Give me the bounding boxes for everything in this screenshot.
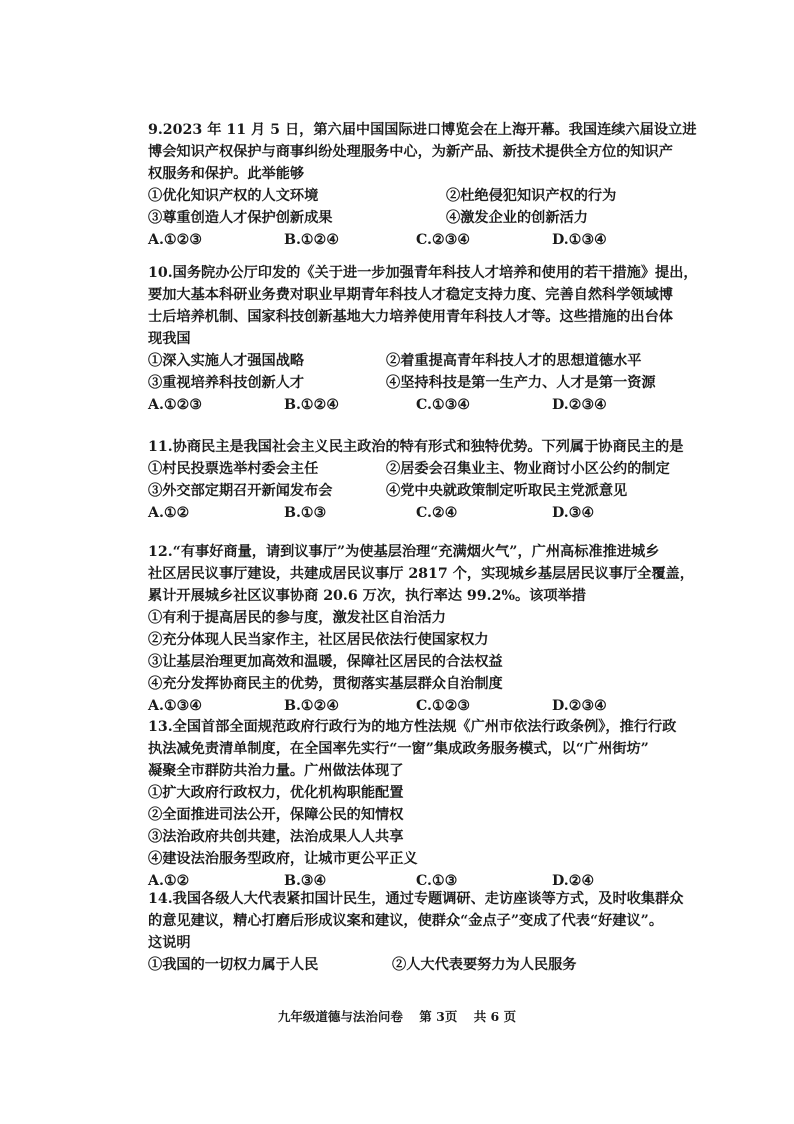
answer-row <box>148 394 728 416</box>
footer-page-number: 第 3页 <box>419 1009 458 1024</box>
question-stem-line: 凝聚全市群防共治力量。广州做法体现了 <box>148 763 404 779</box>
answer-choice-c: C.①②③ <box>416 698 471 714</box>
answer-row <box>148 229 728 251</box>
option-item: ①有利于提高居民的参与度，激发社区自治活力 <box>148 610 446 626</box>
question-10 <box>148 262 728 416</box>
question-stem-line: 的意见建议，精心打磨后形成议案和建议，使群众“金点子”变成了代表“好建议”。 <box>148 913 664 929</box>
option-item: ②居委会召集业主、物业商讨小区公约的制定 <box>386 461 670 477</box>
answer-choice-c: C.①③ <box>416 873 458 889</box>
option-item: ④党中央就政策制定听取民主党派意见 <box>386 483 628 499</box>
answer-row <box>148 695 728 717</box>
question-13 <box>148 716 728 892</box>
option-item: ③让基层治理更加高效和温暖，保障社区居民的合法权益 <box>148 654 503 670</box>
question-stem-line: 现我国 <box>148 331 191 347</box>
option-row <box>148 207 728 229</box>
option-item: ③尊重创造人才保护创新成果 <box>148 210 333 226</box>
option-item: ④坚持科技是第一生产力、人才是第一资源 <box>386 375 656 391</box>
option-item: ③外交部定期召开新闻发布会 <box>148 483 333 499</box>
option-row <box>148 185 728 207</box>
question-12 <box>148 541 728 717</box>
question-stem-line: 要加大基本科研业务费对职业早期青年科技人才稳定支持力度、完善自然科学领域博 <box>148 287 673 303</box>
option-item: ②杜绝侵犯知识产权的行为 <box>446 188 617 204</box>
answer-row <box>148 502 728 524</box>
footer-title: 九年级道德与法治问卷 <box>277 1009 403 1024</box>
question-stem-line: 10.国务院办公厅印发的《关于进一步加强青年科技人才培养和使用的若干措施》提出， <box>148 265 698 281</box>
question-stem-line: 11.协商民主是我国社会主义民主政治的特有形式和独特优势。下列属于协商民主的是 <box>148 439 684 455</box>
option-item: ②充分体现人民当家作主，社区居民依法行使国家权力 <box>148 632 489 648</box>
answer-choice-d: D.①③④ <box>552 232 607 248</box>
option-row <box>148 480 728 502</box>
answer-choice-c: C.②④ <box>416 505 458 521</box>
option-item: ①村民投票选举村委会主任 <box>148 461 319 477</box>
answer-choice-b: B.①②④ <box>284 698 340 714</box>
answer-choice-d: D.②③④ <box>552 397 607 413</box>
question-9 <box>148 119 728 251</box>
question-stem-line: 13.全国首部全面规范政府行政行为的地方性法规《广州市依法行政条例》，推行行政 <box>148 719 677 735</box>
answer-choice-c: C.①③④ <box>416 397 471 413</box>
option-item: ③法治政府共创共建，法治成果人人共享 <box>148 829 404 845</box>
answer-choice-b: B.③④ <box>284 873 327 889</box>
option-row <box>148 350 728 372</box>
option-item: ①扩大政府行政权力，优化机构职能配置 <box>148 785 404 801</box>
question-14 <box>148 888 728 976</box>
option-item: ①优化知识产权的人文环境 <box>148 188 319 204</box>
footer-total-pages: 共 6 页 <box>473 1009 517 1024</box>
question-stem-line: 累计开展城乡社区议事协商 20.6 万次，执行率达 99.2%。该项举措 <box>148 588 586 604</box>
answer-choice-d: D.②③④ <box>552 698 607 714</box>
option-row <box>148 372 728 394</box>
answer-choice-b: B.①③ <box>284 505 327 521</box>
question-stem-line: 12.“有事好商量，请到议事厅”为使基层治理“充满烟火气”，广州高标准推进城乡 <box>148 544 660 560</box>
option-row <box>148 458 728 480</box>
answer-choice-b: B.①②④ <box>284 232 340 248</box>
answer-choice-a: A.①②③ <box>148 232 203 248</box>
question-11 <box>148 436 728 524</box>
option-item: ④激发企业的创新活力 <box>446 210 588 226</box>
answer-choice-a: A.①③④ <box>148 698 203 714</box>
option-item: ①深入实施人才强国战略 <box>148 353 305 369</box>
question-stem-line: 14.我国各级人大代表紧扣国计民生，通过专题调研、走访座谈等方式，及时收集群众 <box>148 891 684 907</box>
question-stem-line: 权服务和保护。此举能够 <box>148 166 305 182</box>
question-stem-line: 执法减免责清单制度，在全国率先实行“一窗”集成政务服务模式，以“广州街坊” <box>148 741 649 757</box>
option-row <box>148 954 728 976</box>
option-item: ③重视培养科技创新人才 <box>148 375 305 391</box>
answer-choice-d: D.②④ <box>552 873 595 889</box>
question-stem-line: 这说明 <box>148 935 191 951</box>
option-item: ②着重提高青年科技人才的思想道德水平 <box>386 353 642 369</box>
answer-choice-a: A.①② <box>148 873 190 889</box>
question-stem-line: 士后培养机制、国家科技创新基地大力培养使用青年科技人才等。这些措施的出台体 <box>148 309 673 325</box>
answer-choice-b: B.①②④ <box>284 397 340 413</box>
option-item: ②人大代表要努力为人民服务 <box>392 957 577 973</box>
answer-choice-d: D.③④ <box>552 505 595 521</box>
answer-choice-a: A.①② <box>148 505 190 521</box>
option-item: ④充分发挥协商民主的优势，贯彻落实基层群众自治制度 <box>148 676 503 692</box>
option-item: ②全面推进司法公开，保障公民的知情权 <box>148 807 404 823</box>
answer-choice-a: A.①②③ <box>148 397 203 413</box>
question-stem-line: 9.2023 年 11 月 5 日，第六届中国国际进口博览会在上海开幕。我国连续六届设立进 <box>148 122 697 138</box>
answer-choice-c: C.②③④ <box>416 232 471 248</box>
option-item: ①我国的一切权力属于人民 <box>148 957 319 973</box>
option-item: ④建设法治服务型政府，让城市更公平正义 <box>148 851 418 867</box>
page-footer <box>0 1008 794 1026</box>
question-stem-line: 博会知识产权保护与商事纠纷处理服务中心，为新产品、新技术提供全方位的知识产 <box>148 144 673 160</box>
question-stem-line: 社区居民议事厅建设，共建成居民议事厅 2817 个，实现城乡基层居民议事厅全覆盖， <box>148 566 694 582</box>
